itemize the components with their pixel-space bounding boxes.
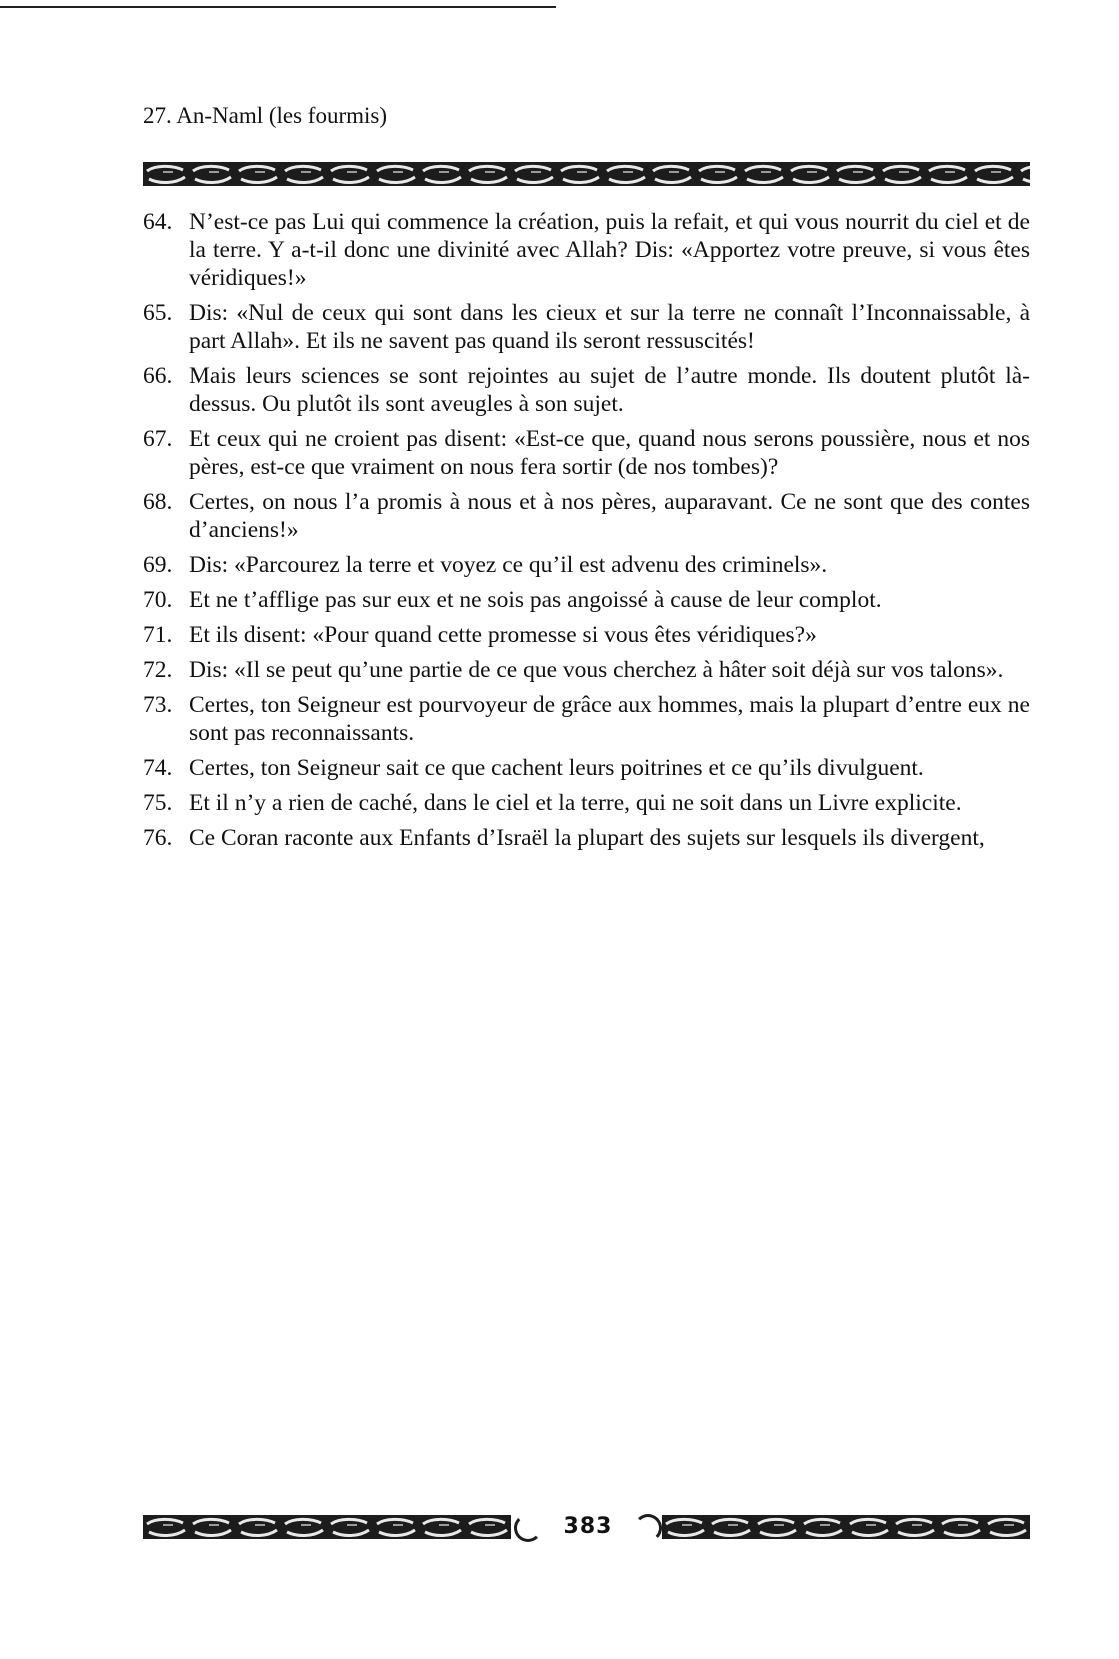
page-footer xyxy=(143,1512,1030,1542)
verse-number: 69. xyxy=(143,552,173,578)
verse-item xyxy=(143,425,1030,481)
ornamental-band-footer-right xyxy=(662,1515,1030,1539)
verse-item xyxy=(143,754,1030,782)
chain-ornament-icon xyxy=(143,162,1030,186)
top-rule xyxy=(0,6,556,8)
verse-item xyxy=(143,488,1030,544)
verse-text: Mais leurs sciences se sont rejointes au sujet de l’autre monde. Ils doutent plutôt là-dessus. Ou plutôt ils sont aveugles à son sujet. xyxy=(189,363,1030,417)
verse-number: 66. xyxy=(143,363,173,389)
verse-item xyxy=(143,789,1030,817)
verse-number: 74. xyxy=(143,755,173,781)
verse-text: Et ils disent: «Pour quand cette promesse si vous êtes véridiques?» xyxy=(189,622,817,648)
verse-item xyxy=(143,586,1030,614)
verse-list xyxy=(143,208,1030,859)
verse-text: Et ne t’afflige pas sur eux et ne sois pas angoissé à cause de leur complot. xyxy=(189,587,882,613)
verse-item xyxy=(143,299,1030,355)
verse-text: Certes, ton Seigneur est pourvoyeur de grâce aux hommes, mais la plupart d’entre eux ne sont pas reconnaissants. xyxy=(189,692,1030,746)
surah-header: 27. An-Naml (les fourmis) xyxy=(143,103,388,128)
ornamental-band-top xyxy=(143,162,1030,186)
verse-number: 76. xyxy=(143,825,173,851)
verse-number: 64. xyxy=(143,209,173,235)
verse-item xyxy=(143,551,1030,579)
verse-item xyxy=(143,208,1030,292)
verse-item xyxy=(143,656,1030,684)
verse-number: 71. xyxy=(143,622,173,648)
page-number: 383 xyxy=(518,1512,658,1542)
verse-number: 73. xyxy=(143,692,173,718)
chain-ornament-icon xyxy=(143,1515,511,1539)
verse-text: Certes, on nous l’a promis à nous et à nos pères, auparavant. Ce ne sont que des contes d’anciens!» xyxy=(189,489,1030,543)
verse-number: 67. xyxy=(143,426,173,452)
verse-item xyxy=(143,691,1030,747)
chain-ornament-icon xyxy=(662,1515,1030,1539)
verse-text: Dis: «Parcourez la terre et voyez ce qu’il est advenu des criminels». xyxy=(189,552,828,578)
verse-text: N’est-ce pas Lui qui commence la création, puis la refait, et qui vous nourrit du ciel et de la terre. Y a-t-il donc une divinité avec Allah? Dis: «Apportez votre preuve, si vous êtes véridiques!» xyxy=(189,209,1030,291)
verse-item xyxy=(143,362,1030,418)
verse-number: 75. xyxy=(143,790,173,816)
verse-item xyxy=(143,824,1030,852)
verse-number: 70. xyxy=(143,587,173,613)
verse-number: 68. xyxy=(143,489,173,515)
verse-text: Et ceux qui ne croient pas disent: «Est-ce que, quand nous serons poussière, nous et nos pères, est-ce que vraiment on nous fera sortir (de nos tombes)? xyxy=(189,426,1030,480)
verse-text: Et il n’y a rien de caché, dans le ciel et la terre, qui ne soit dans un Livre explicite. xyxy=(189,790,962,816)
verse-number: 65. xyxy=(143,300,173,326)
verse-text: Certes, ton Seigneur sait ce que cachent leurs poitrines et ce qu’ils divulguent. xyxy=(189,755,924,781)
verse-text: Ce Coran raconte aux Enfants d’Israël la plupart des sujets sur lesquels ils divergent, xyxy=(189,825,985,851)
verse-text: Dis: «Il se peut qu’une partie de ce que vous cherchez à hâter soit déjà sur vos talons». xyxy=(189,657,1004,683)
verse-number: 72. xyxy=(143,657,173,683)
ornamental-band-footer-left xyxy=(143,1515,511,1539)
verse-item xyxy=(143,621,1030,649)
verse-text: Dis: «Nul de ceux qui sont dans les cieux et sur la terre ne connaît l’Inconnaissable, à part Allah». Et ils ne savent pas quand ils seront ressuscités! xyxy=(189,300,1030,354)
